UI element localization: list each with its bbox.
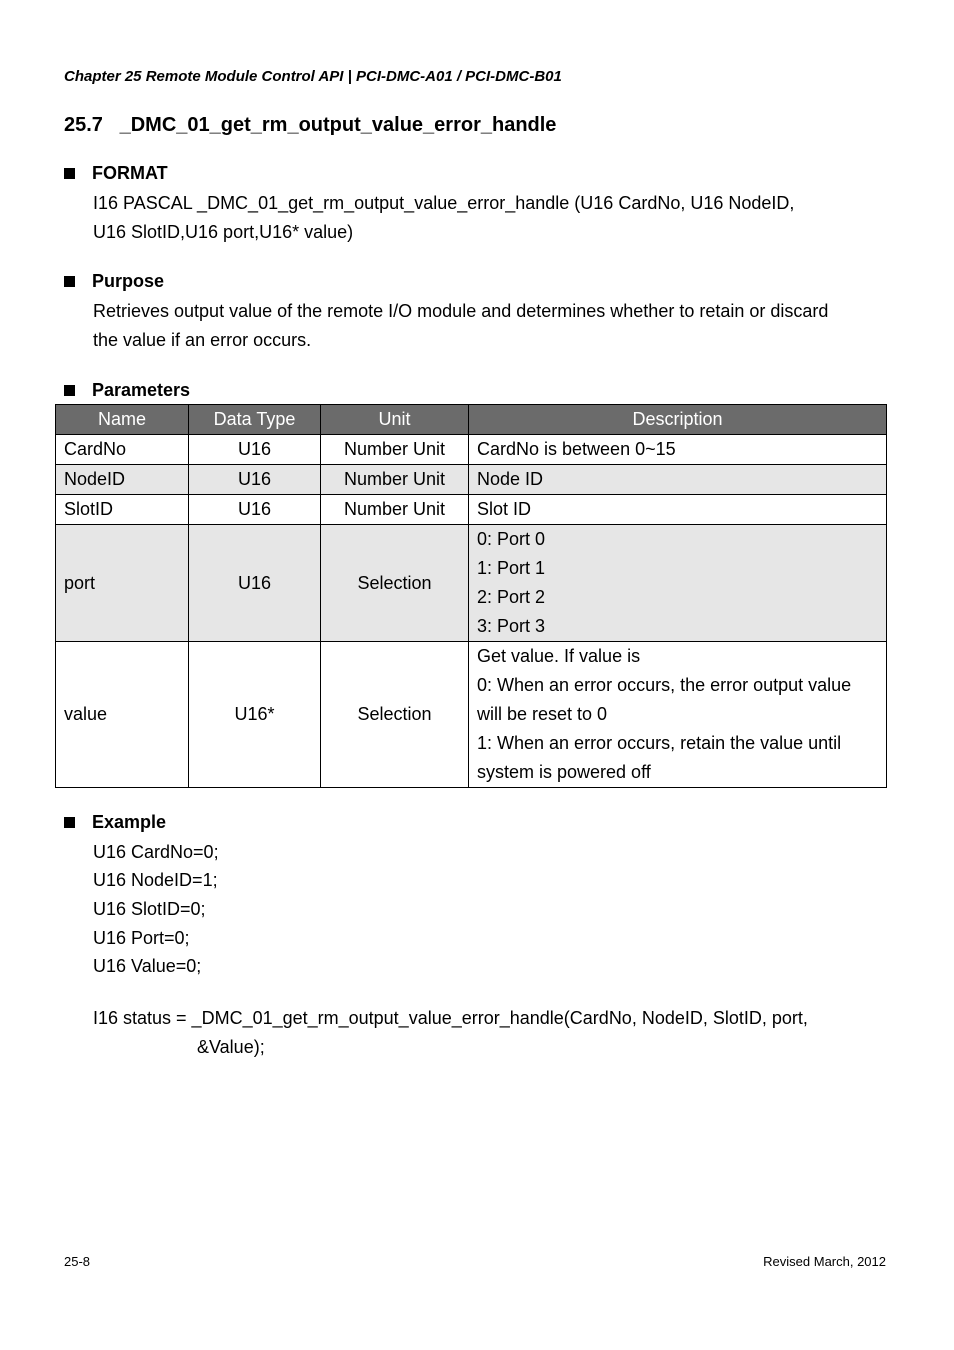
bullet-square-icon [64,168,75,179]
format-heading [64,163,168,184]
param-unit: Number Unit [321,495,469,525]
purpose-heading [64,271,164,292]
desc-line: Get value. If value is [477,646,641,666]
parameters-heading-label: Parameters [92,380,191,400]
column-header-name: Name [56,405,189,435]
example-line: U16 Value=0; [93,956,202,976]
desc-line: system is powered off [477,762,651,782]
param-unit: Number Unit [321,465,469,495]
bullet-square-icon [64,385,75,396]
bullet-square-icon [64,817,75,828]
bullet-square-icon [64,276,75,287]
param-name: NodeID [56,465,189,495]
desc-line: 3: Port 3 [477,616,546,636]
table-row [56,525,887,642]
param-desc: Node ID [469,465,887,495]
param-type: U16 [189,435,321,465]
param-name: SlotID [56,495,189,525]
example-call-line-1: I16 status = _DMC_01_get_rm_output_value_error_handle(CardNo, NodeID, SlotID, port, [93,1008,808,1028]
format-heading-label: FORMAT [92,163,168,183]
desc-line: 1: When an error occurs, retain the value until [477,733,842,753]
revision-date: Revised March, 2012 [763,1254,886,1269]
section-number: 25.7 [64,114,103,136]
parameters-table [55,404,887,788]
desc-line: 0: When an error occurs, the error output value [477,675,852,695]
table-row [56,435,887,465]
format-line-2: U16 SlotID,U16 port,U16* value) [93,222,354,242]
param-type: U16 [189,465,321,495]
desc-line: 1: Port 1 [477,558,546,578]
param-type: U16 [189,495,321,525]
param-name: value [56,642,189,788]
desc-line: 0: Port 0 [477,529,546,549]
param-type: U16* [189,642,321,788]
param-desc [469,525,887,642]
param-desc [469,642,887,788]
param-name: port [56,525,189,642]
page-number: 25-8 [64,1254,91,1269]
param-desc: CardNo is between 0~15 [469,435,887,465]
purpose-line-1: Retrieves output value of the remote I/O module and determines whether to retain or discard [93,301,829,321]
param-name: CardNo [56,435,189,465]
section-title [64,114,556,137]
example-line: U16 Port=0; [93,928,190,948]
purpose-line-2: the value if an error occurs. [93,330,312,350]
example-call-line-2: &Value); [197,1037,265,1057]
purpose-heading-label: Purpose [92,271,165,291]
table-row [56,495,887,525]
example-line: U16 NodeID=1; [93,870,218,890]
column-header-unit: Unit [321,405,469,435]
section-function-name: _DMC_01_get_rm_output_value_error_handle [119,114,557,136]
column-header-description: Description [469,405,887,435]
desc-line: will be reset to 0 [477,704,608,724]
param-unit: Selection [321,642,469,788]
example-heading-label: Example [92,812,167,832]
desc-line: 2: Port 2 [477,587,546,607]
example-heading [64,812,166,833]
chapter-header: Chapter 25 Remote Module Control API | PCI-DMC-A01 / PCI-DMC-B01 [64,68,562,85]
column-header-data-type: Data Type [189,405,321,435]
format-line-1: I16 PASCAL _DMC_01_get_rm_output_value_error_handle (U16 CardNo, U16 NodeID, [93,193,795,213]
param-unit: Selection [321,525,469,642]
example-line: U16 SlotID=0; [93,899,206,919]
table-row [56,642,887,788]
param-desc: Slot ID [469,495,887,525]
table-row [56,465,887,495]
parameters-heading [64,380,190,401]
param-unit: Number Unit [321,435,469,465]
example-line: U16 CardNo=0; [93,842,219,862]
param-type: U16 [189,525,321,642]
table-header-row [56,405,887,435]
